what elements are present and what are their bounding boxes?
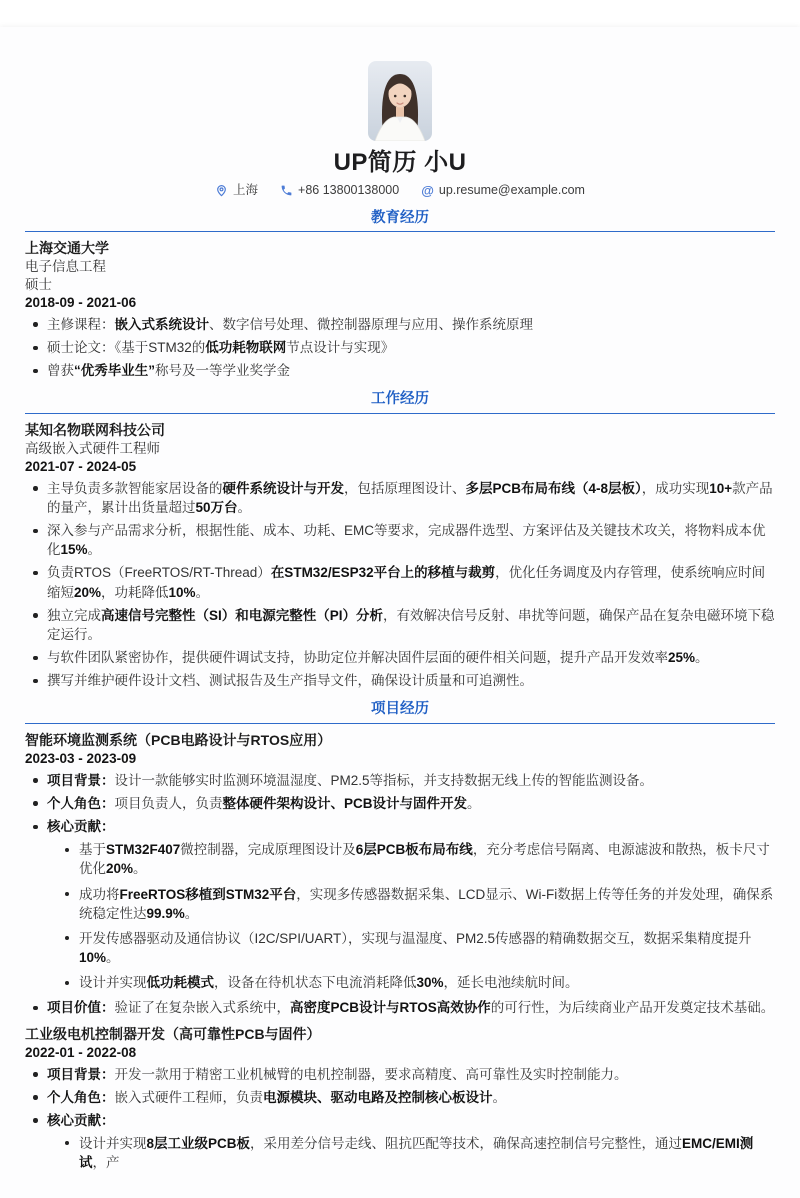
bullet-text: 独立完成高速信号完整性（SI）和电源完整性（PI）分析，有效解决信号反射、串扰等问题，确保产品在复杂电磁环境下稳定运行。: [47, 607, 775, 642]
sub-bullet-item: [59, 1134, 775, 1172]
bullet-text: 深入参与产品需求分析，根据性能、成本、功耗、EMC等要求，完成器件选型、方案评估及关键技术攻关，将物料成本优化15%。: [47, 523, 766, 558]
bullet-text: 核心贡献：: [47, 819, 115, 835]
sub-bullet-item: [59, 929, 775, 967]
portrait-photo-graphic: [368, 61, 432, 141]
bullet-list: [25, 479, 775, 691]
bullet-text: 个人角色：项目负责人，负责整体硬件架构设计、PCB设计与固件开发。: [47, 795, 481, 811]
bullet-text: 核心贡献：: [47, 1112, 115, 1128]
contact-location-text: 上海: [233, 182, 259, 197]
section-header-education: [25, 209, 775, 232]
bullet-item: [25, 361, 775, 380]
phone-icon: [280, 184, 293, 197]
bullet-text: 硕士论文：《基于STM32的低功耗物联网节点设计与实现》: [47, 340, 395, 356]
section-title: 工作经历: [371, 391, 429, 408]
sub-bullet-item: [59, 840, 775, 878]
contact-row: [25, 182, 775, 199]
section-projects: [25, 700, 775, 1172]
bullet-text: 基于STM32F407微控制器，完成原理图设计及6层PCB板布局布线，充分考虑信号隔离、电源滤波和散热，板卡尺寸优化20%。: [79, 842, 770, 877]
resume-page: [0, 27, 800, 1198]
entry-subline: 高级嵌入式硬件工程师: [25, 440, 160, 456]
bullet-text: 撰写并维护硬件设计文档、测试报告及生产指导文件，确保设计质量和可追溯性。: [47, 673, 533, 689]
bullet-text: 与软件团队紧密协作，提供硬件调试支持，协助定位并解决固件层面的硬件相关问题，提升产品开发效率25%。: [47, 650, 709, 666]
sub-bullet-list: [59, 1134, 775, 1172]
entry-subline: 硕士: [25, 276, 52, 292]
bullet-item: [25, 606, 775, 644]
bullet-text: 设计并实现低功耗模式，设备在待机状态下电流消耗降低30%，延长电池续航时间。: [79, 975, 579, 991]
contact-email: [421, 182, 585, 199]
bullet-list: [25, 771, 775, 1018]
entry-heading: 上海交通大学: [25, 239, 109, 256]
bullet-item: [25, 671, 775, 690]
section-education: [25, 209, 775, 381]
bullet-item: [25, 1111, 775, 1172]
bullet-item: [25, 648, 775, 667]
sub-bullet-list: [59, 840, 775, 992]
bullet-item: [25, 794, 775, 813]
bullet-text: 主修课程：嵌入式系统设计、数字信号处理、微控制器原理与应用、操作系统原理: [47, 316, 533, 332]
bullet-text: 项目背景：设计一款能够实时监测环境温湿度、PM2.5等指标，并支持数据无线上传的智能监测设备。: [47, 772, 654, 788]
bullet-item: [25, 521, 775, 559]
entry-date: 2023-03 - 2023-09: [25, 750, 137, 766]
bullet-text: 开发传感器驱动及通信协议（I2C/SPI/UART），实现与温湿度、PM2.5传感器的精确数据交互，数据采集精度提升10%。: [79, 930, 752, 966]
entry-heading: 工业级电机控制器开发（高可靠性PCB与固件）: [25, 1025, 321, 1042]
contact-phone: [280, 182, 399, 199]
bullet-text: 主导负责多款智能家居设备的硬件系统设计与开发，包括原理图设计、多层PCB布局布线（4-8层板），成功实现10+款产品的量产，累计出货量超过50万台。: [47, 480, 773, 515]
bullet-text: 负责RTOS（FreeRTOS/RT-Thread）在STM32/ESP32平台上的移植与裁剪，优化任务调度及内存管理，使系统响应时间缩短20%，功耗降低10%。: [47, 565, 766, 600]
bullet-item: [25, 315, 775, 334]
resume-header: [25, 61, 775, 199]
entry: [25, 1026, 775, 1173]
bullet-item: [25, 338, 775, 357]
candidate-name: UP简历 小U: [333, 149, 467, 176]
bullet-list: [25, 1065, 775, 1173]
resume-sections: [25, 209, 775, 1173]
profile-photo: [368, 61, 432, 141]
section-header-work: [25, 390, 775, 413]
section-title: 教育经历: [371, 209, 429, 226]
bullet-item: [25, 1065, 775, 1084]
section-header-projects: [25, 700, 775, 723]
entry: [25, 732, 775, 1018]
bullet-text: 成功将FreeRTOS移植到STM32平台，实现多传感器数据采集、LCD显示、Wi-Fi数据上传等任务的并发处理，确保系统稳定性达99.9%。: [79, 886, 774, 921]
section-work: [25, 390, 775, 690]
sub-bullet-item: [59, 885, 775, 923]
bullet-text: 设计并实现8层工业级PCB板，采用差分信号走线、阻抗匹配等技术，确保高速控制信号完整性，通过EMC/EMI测试，产: [79, 1135, 754, 1171]
section-title: 项目经历: [371, 701, 429, 718]
entry-heading: 智能环境监测系统（PCB电路设计与RTOS应用）: [25, 731, 332, 748]
bullet-text: 个人角色：嵌入式硬件工程师，负责电源模块、驱动电路及控制核心板设计。: [47, 1089, 506, 1105]
entry-subline: 电子信息工程: [25, 258, 106, 274]
bullet-item: [25, 479, 775, 517]
sub-bullet-item: [59, 973, 775, 992]
contact-phone-text: +86 13800138000: [298, 182, 400, 197]
bullet-item: [25, 1088, 775, 1107]
entry-date: 2018-09 - 2021-06: [25, 294, 137, 310]
bullet-item: [25, 771, 775, 790]
bullet-text: 项目价值：验证了在复杂嵌入式系统中，高密度PCB设计与RTOS高效协作的可行性，为后续商业产品开发奠定技术基础。: [47, 1000, 775, 1016]
entry-date: 2022-01 - 2022-08: [25, 1044, 137, 1060]
bullet-text: 项目背景：开发一款用于精密工业机械臂的电机控制器，要求高精度、高可靠性及实时控制能力。: [47, 1066, 628, 1082]
bullet-item: [25, 817, 775, 992]
entry-date: 2021-07 - 2024-05: [25, 458, 137, 474]
bullet-text: 曾获“优秀毕业生”称号及一等学业奖学金: [47, 363, 290, 379]
location-pin-icon: [215, 184, 228, 197]
bullet-item: [25, 998, 775, 1017]
contact-email-text: up.resume@example.com: [438, 182, 585, 197]
entry-heading: 某知名物联网科技公司: [25, 421, 165, 438]
entry: [25, 240, 775, 380]
bullet-item: [25, 563, 775, 601]
contact-location: [215, 182, 258, 199]
entry: [25, 422, 775, 691]
at-sign-icon: @: [421, 182, 434, 198]
bullet-list: [25, 315, 775, 380]
